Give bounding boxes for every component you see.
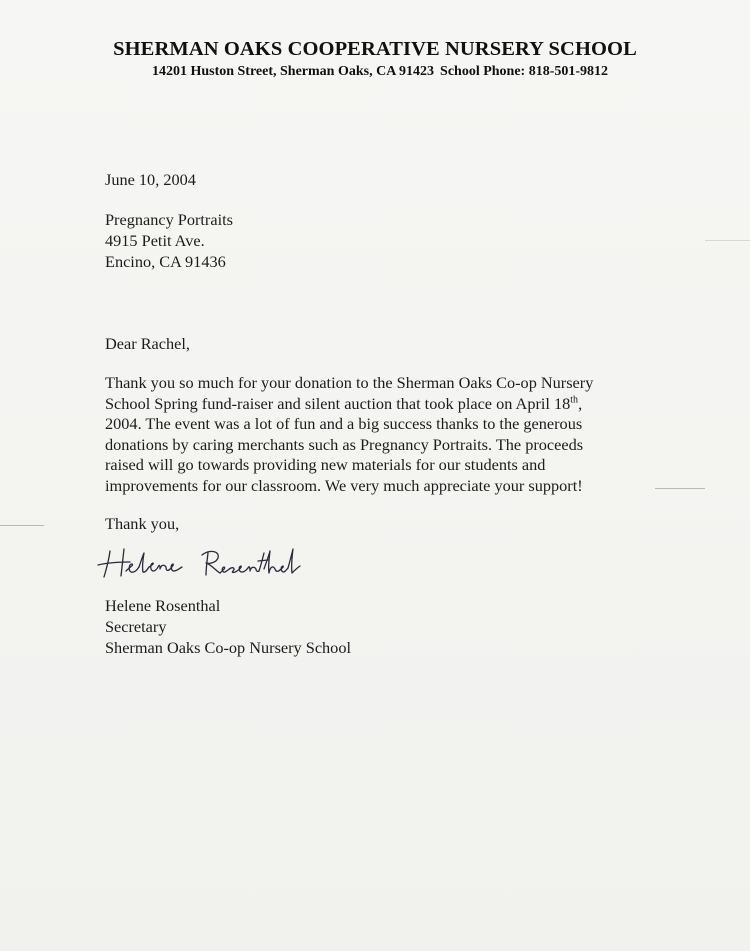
recipient-name: Pregnancy Portraits xyxy=(105,210,233,229)
body-line: improvements for our classroom. We very much appreciate your support! xyxy=(105,475,583,495)
body-line: Thank you so much for your donation to the Sherman Oaks Co-op Nursery xyxy=(105,373,594,392)
body-line-text: School Spring fund-raiser and silent auction that took place on April 18 xyxy=(105,393,571,413)
scan-artifact xyxy=(705,240,750,241)
school-phone: School Phone: 818-501-9812 xyxy=(440,64,609,79)
letter-body xyxy=(105,373,645,497)
recipient-city: Encino, CA 91436 xyxy=(105,252,226,271)
body-line: donations by caring merchants such as Pregnancy Portraits. The proceeds xyxy=(105,434,584,454)
handwritten-signature xyxy=(96,543,306,583)
signer-name: Helene Rosenthal xyxy=(105,596,221,615)
body-line-punct: , xyxy=(578,393,583,413)
signer-title: Secretary xyxy=(105,617,167,636)
ordinal-suffix: th xyxy=(570,394,579,406)
recipient-street: 4915 Petit Ave. xyxy=(105,231,205,250)
scan-artifact xyxy=(0,525,44,526)
letter-date: June 10, 2004 xyxy=(105,170,196,189)
letterhead-contact-line xyxy=(0,64,750,80)
scan-artifact xyxy=(655,488,705,489)
closing: Thank you, xyxy=(105,514,180,533)
body-line: 2004. The event was a lot of fun and a big success thanks to the generous xyxy=(105,414,583,434)
school-name-heading: SHERMAN OAKS COOPERATIVE NURSERY SCHOOL xyxy=(113,38,637,60)
school-address: 14201 Huston Street, Sherman Oaks, CA 91423 xyxy=(151,64,435,79)
body-line xyxy=(105,394,645,415)
body-line: raised will go towards providing new materials for our students and xyxy=(105,455,546,475)
salutation: Dear Rachel, xyxy=(105,334,190,353)
signer-organization: Sherman Oaks Co-op Nursery School xyxy=(105,638,351,657)
